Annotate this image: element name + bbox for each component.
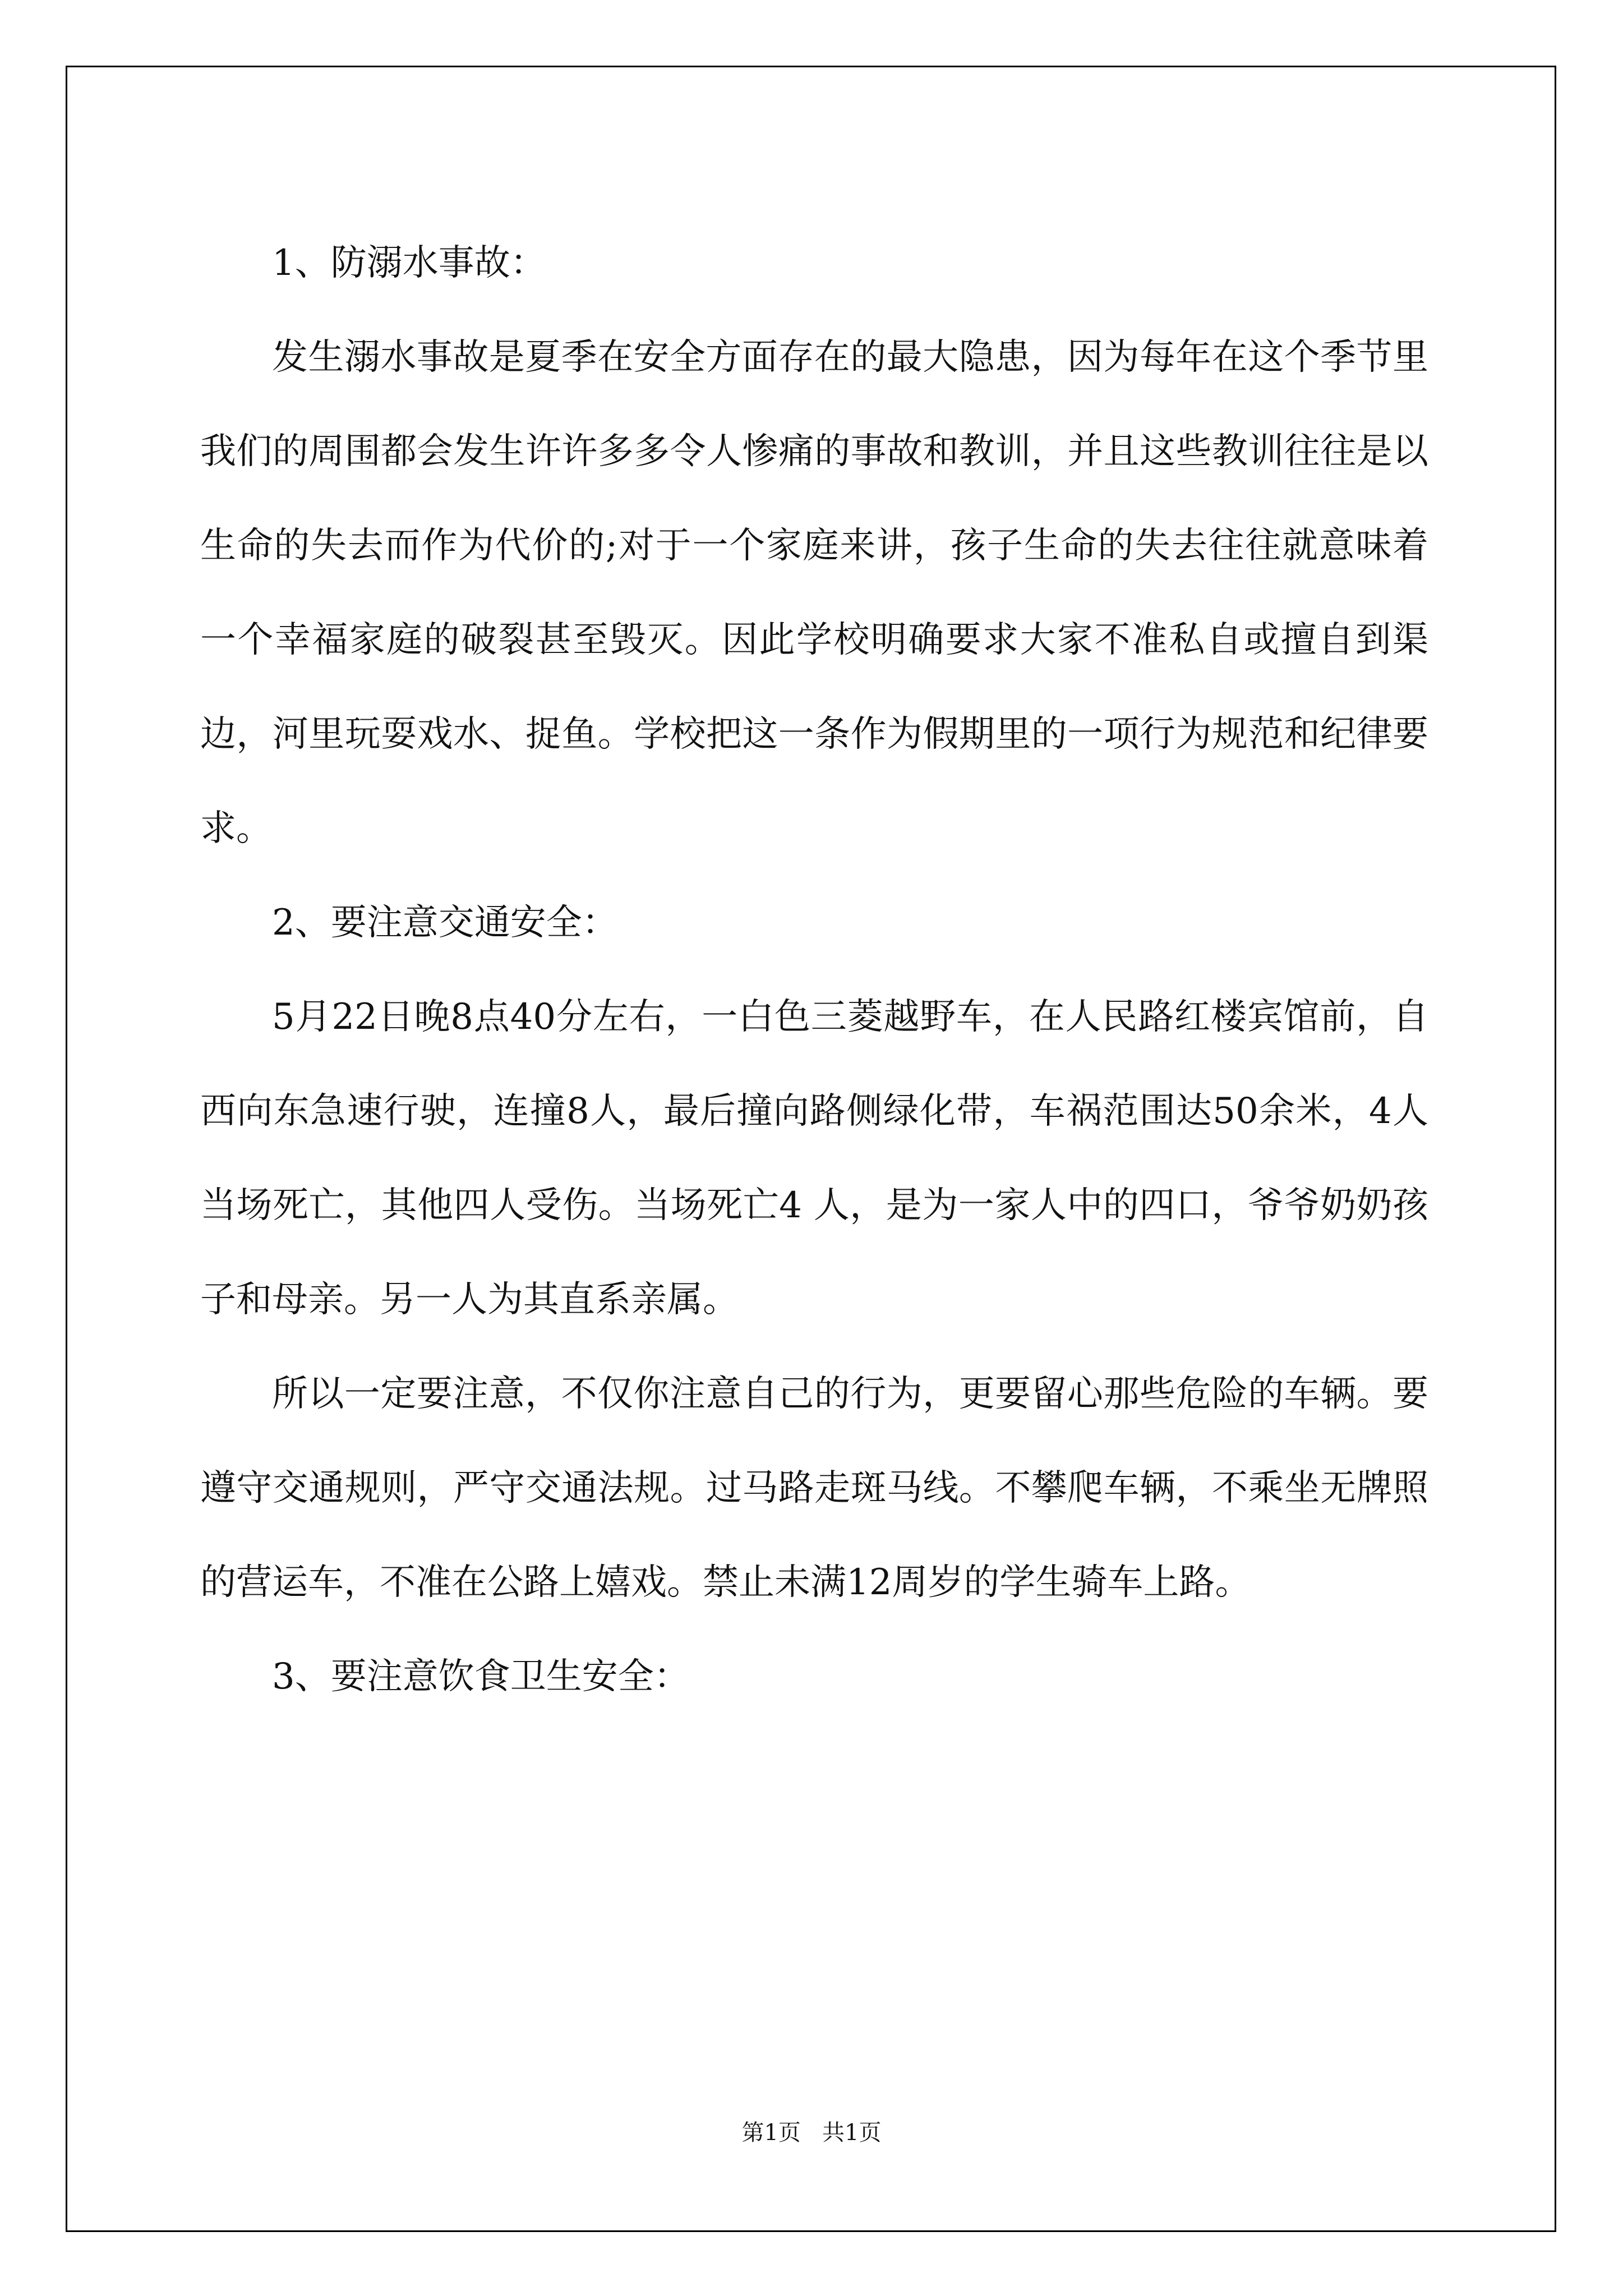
heading-drowning-prevention: 1、防溺水事故： (272, 242, 546, 284)
paragraph-traffic-rules: 所以一定要注意，不仅你注意自己的行为，更要留心那些危险的车辆。要遵守交通规则，严守交通法规。过马路走斑马线。不攀爬车辆，不乘坐无牌照的营运车，不准在公路上嬉戏。禁止未满12周岁的学生骑车上路。 (200, 1373, 1428, 1603)
page-number: 第1页 共1页 (741, 2120, 882, 2146)
paragraph-drowning: 发生溺水事故是夏季在安全方面存在的最大隐患，因为每年在这个季节里我们的周围都会发生许许多多令人惨痛的事故和教训，并且这些教训往往是以生命的失去而作为代价的;对于一个家庭来讲，孩子生命的失去往往就意味着一个幸福家庭的破裂甚至毁灭。因此学校明确要求大家不准私自或擅自到渠边，河里玩耍戏水、捉鱼。学校把这一条作为假期里的一项行为规范和纪律要求。 (200, 337, 1428, 849)
paragraph-traffic-accident: 5月22日晚8点40分左右，一白色三菱越野车，在人民路红楼宾馆前，自西向东急速行驶，连撞8人，最后撞向路侧绿化带，车祸范围达50余米，4人当场死亡，其他四人受伤。当场死亡4 人，是为一家人中的四口，爷爷奶奶孩子和母亲。另一人为其直系亲属。 (200, 996, 1428, 1320)
heading-traffic-safety: 2、要注意交通安全： (272, 902, 618, 944)
page-footer (0, 2115, 1623, 2147)
document-body (200, 216, 1428, 1724)
heading-food-safety: 3、要注意饮食卫生安全： (272, 1656, 690, 1697)
